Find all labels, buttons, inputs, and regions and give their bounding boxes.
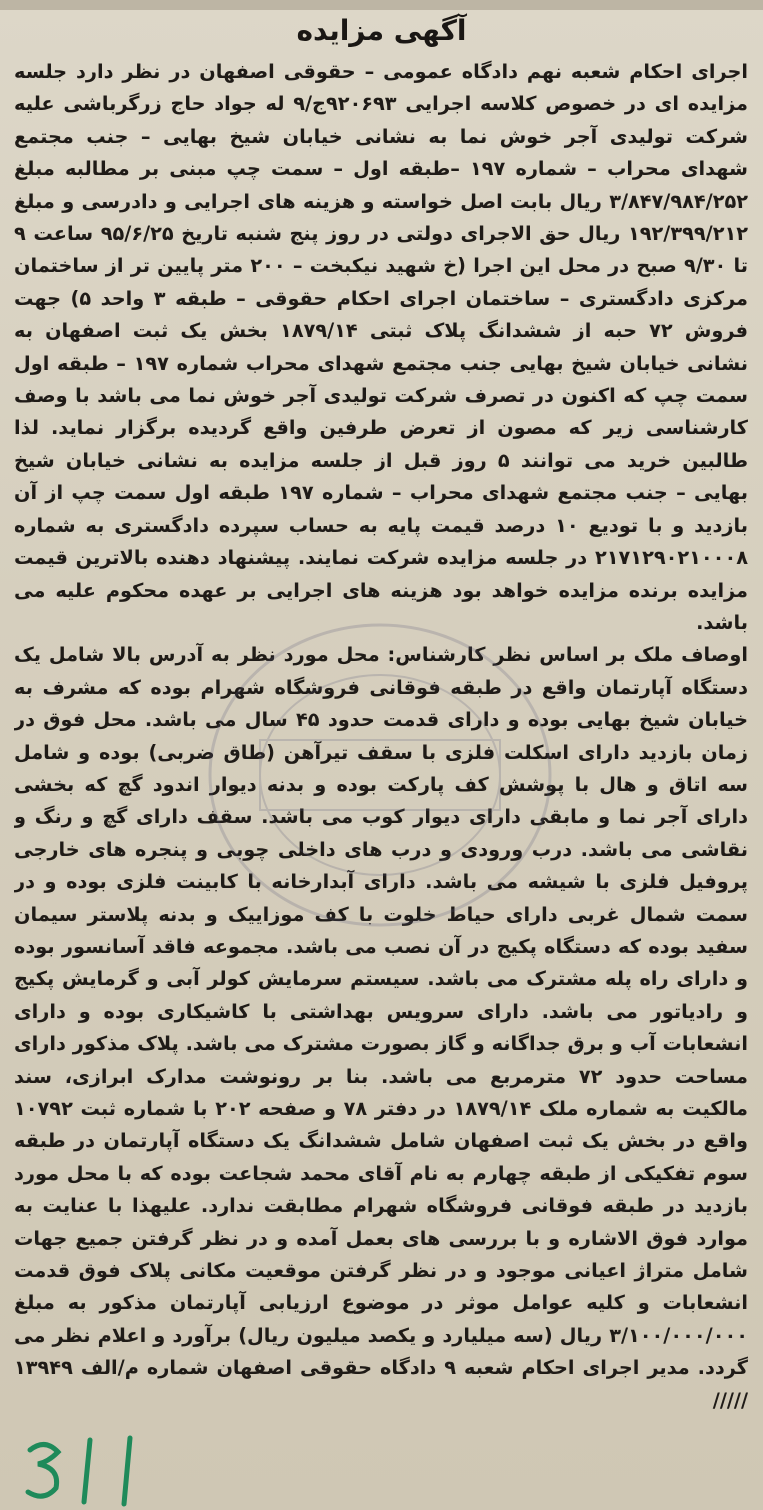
- notice-paragraph: اجرای احکام شعبه نهم دادگاه عمومی – حقوقی اصفهان در نظر دارد جلسه مزایده ای در خصوص کلاسه اجرایی ۹۲۰۶۹۳ج/۹ له جواد حاج زرگرباشی علیه شرکت تولیدی آجر خوش نما به نشانی خیابان شیخ بهایی – جنب مجتمع شهدای محراب – شماره ۱۹۷ –طبقه اول – سمت چپ مبنی بر مطالبه مبلغ ۳/۸۴۷/۹۸۴/۲۵۲ ریال بابت اصل خواسته و هزینه های اجرایی و دادرسی و مبلغ ۱۹۲/۳۹۹/۲۱۲ ریال حق الاجرای دولتی در روز پنج شنبه تاریخ ۹۵/۶/۲۵ ساعت ۹ تا ۹/۳۰ صبح در محل این اجرا (خ شهید نیکبخت – ۲۰۰ متر پایین تر از ساختمان مرکزی دادگستری – ساختمان اجرای احکام حقوقی – طبقه ۳ واحد ۵) جهت فروش ۷۲ حبه از ششدانگ پلاک ثبتی ۱۸۷۹/۱۴ بخش یک ثبت اصفهان به نشانی خیابان شیخ بهایی جنب مجتمع شهدای محراب شماره ۱۹۷ – طبقه اول سمت چپ که اکنون در تصرف شرکت تولیدی آجر خوش نما می باشد با وصف کارشناسی زیر که مصون از تعرض طرفین واقع گردیده برگزار نماید. لذا طالبین خرید می توانند ۵ روز قبل از جلسه مزایده به نشانی خیابان شیخ بهایی – جنب مجتمع شهدای محراب – شماره ۱۹۷ طبقه اول سمت چپ از آن بازدید و با تودیع ۱۰ درصد قیمت پایه به حساب سپرده دادگستری به شماره ۲۱۷۱۲۹۰۲۱۰۰۰۸ در جلسه مزایده شرکت نمایند. پیشنهاد دهنده بالاترین قیمت مزایده برنده مزایده خواهد بود هزینه های اجرایی بر عهده محکوم علیه می باشد.: [14, 60, 748, 634]
- cut-edge: [0, 0, 763, 10]
- notice-paragraph: اوصاف ملک بر اساس نظر کارشناس: محل مورد نظر به آدرس بالا شامل یک دستگاه آپارتمان واقع در طبقه فوقانی فروشگاه شهرام بوده که مشرف به خیابان شیخ بهایی بوده و دارای قدمت حدود ۴۵ سال می باشد. محل فوق در زمان بازدید دارای اسکلت فلزی با سقف تیرآهن (طاق ضربی) بوده و شامل سه اتاق و هال با پوشش کف پارکت بوده و بدنه دیوار اندود گچ که بخشی دارای آجر نما و مابقی دارای دیوار کوب می باشد. سقف دارای گچ و رنگ و نقاشی می باشد. درب ورودی و درب های داخلی چوبی و پنجره های خارجی پروفیل فلزی با شیشه می باشد. دارای آبدارخانه با کابینت فلزی بوده و در سمت شمال غربی دارای حیاط خلوت با کف موزاییک و بدنه پلاستر سیمان سفید بوده که دستگاه پکیج در آن نصب می باشد. مجموعه فاقد آسانسور بوده و دارای راه پله مشترک می باشد. سیستم سرمایش کولر آبی و گرمایش پکیج و رادیاتور می باشد. دارای سرویس بهداشتی با کاشیکاری بوده و دارای انشعابات آب و برق جداگانه و گاز بصورت مشترک می باشد. پلاک مذکور دارای مساحت حدود ۷۲ مترمربع می باشد. بنا بر رونوشت مدارک ابرازی، سند مالکیت به شماره ملک ۱۸۷۹/۱۴ در دفتر ۷۸ و صفحه ۲۰۲ با شماره ثبت ۱۰۷۹۲ واقع در بخش یک ثبت اصفهان شامل ششدانگ یک دستگاه آپارتمان در طبقه سوم تفکیکی از طبقه چهارم به نام آقای محمد شجاعت بوده که با محل مورد بازدید در طبقه فوقانی فروشگاه شهرام مطابقت ندارد. علیهذا با عنایت به موارد فوق الاشاره و با بررسی های بعمل آمده و در نظر گرفتن جمیع جهات شامل متراژ اعیانی موجود و در نظر گرفتن موقعیت مکانی پلاک فوق قدمت انشعابات و کلیه عوامل موثر در موضوع ارزیابی آپارتمان مذکور به مبلغ ۳/۱۰۰/۰۰۰/۰۰۰ ریال (سه میلیارد و یکصد میلیون ریال) برآورد و اعلام نظر می گردد. مدیر اجرای احکام شعبه ۹ دادگاه حقوقی اصفهان شماره م/الف ۱۳۹۴۹ /////: [14, 643, 748, 1412]
- notice-body: [14, 56, 748, 1496]
- notice-title: آگهی مزایده: [296, 14, 467, 47]
